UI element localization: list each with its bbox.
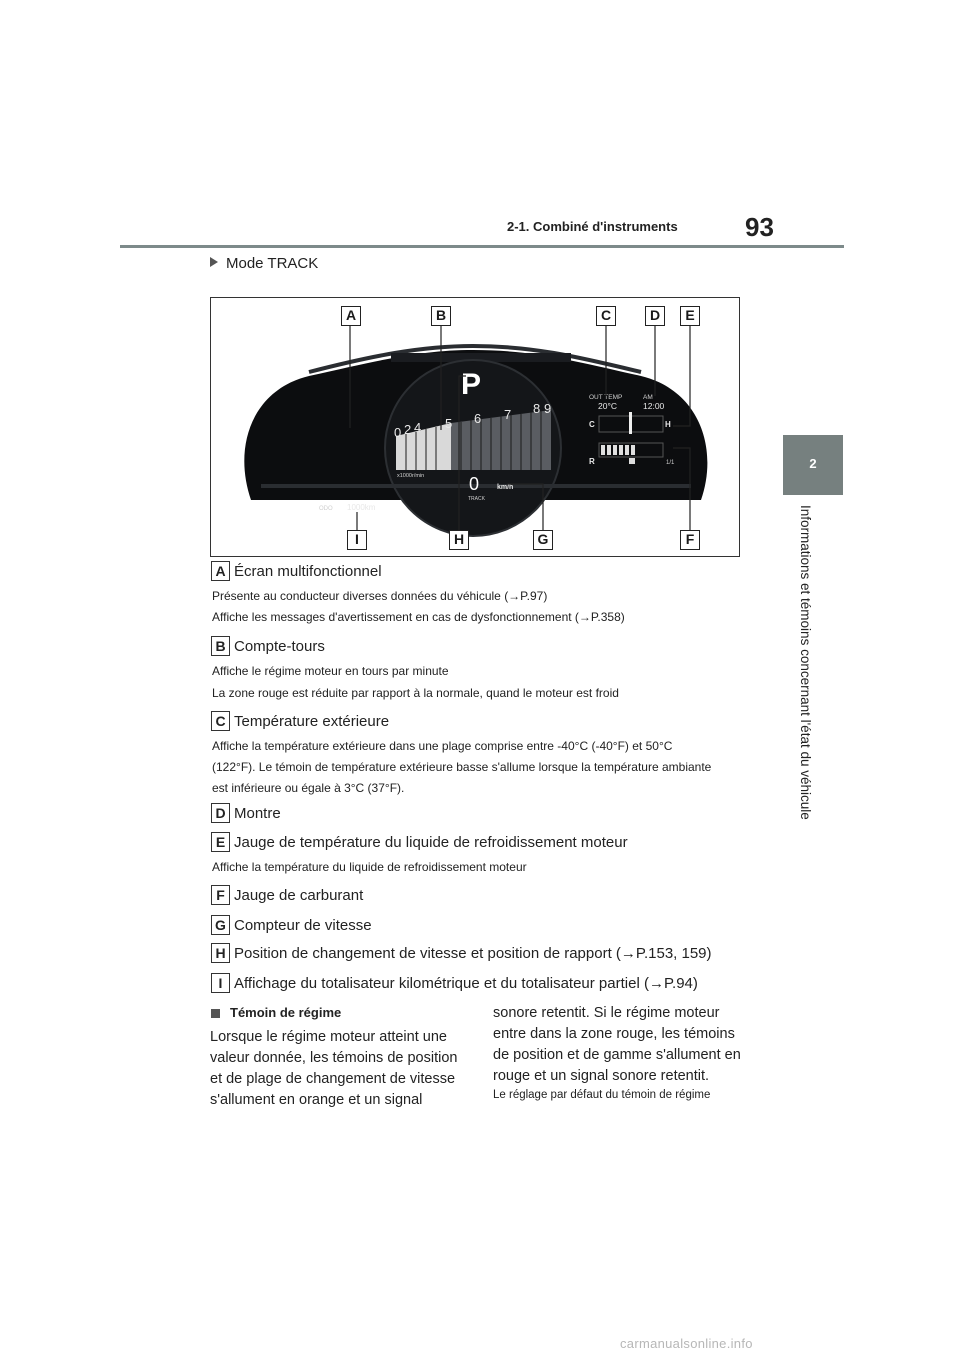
item-b-desc-1: Affiche le régime moteur en tours par minute <box>212 664 449 678</box>
left-line-3: et de plage de changement de vitesse <box>210 1071 456 1087</box>
right-line-4: rouge et un signal sonore retentit. <box>493 1068 710 1084</box>
tach-num-7: 7 <box>504 407 512 422</box>
odo-label: ODO <box>319 506 333 512</box>
speed-value: 0 <box>469 474 480 494</box>
default-setting-note: Le réglage par défaut du témoin de régime <box>493 1089 711 1101</box>
item-c-desc-3: est inférieure ou égale à 3°C (37°F). <box>212 781 405 795</box>
rpm-indicator-heading: Témoin de régime <box>230 1005 342 1020</box>
tach-num-6: 6 <box>474 411 482 426</box>
item-d-badge: D <box>211 803 230 823</box>
callout-e: E <box>680 306 700 326</box>
callout-d: D <box>645 306 665 326</box>
callout-g: G <box>533 530 553 550</box>
item-i-title: Affichage du totalisateur kilométrique et du totalisateur partiel (→P.94) <box>234 975 698 992</box>
item-e-badge: E <box>211 832 230 852</box>
item-e-title: Jauge de température du liquide de refroidissement moteur <box>234 834 628 851</box>
out-temp-value: 20°C <box>598 401 617 411</box>
item-b-title: Compte-tours <box>234 638 325 655</box>
item-c-desc-2: (122°F). Le témoin de température extérieure basse s'allume lorsque la température ambiante <box>212 760 712 774</box>
callout-f: F <box>680 530 700 550</box>
left-line-1: Lorsque le régime moteur atteint une <box>210 1029 447 1045</box>
cluster-illustration <box>211 298 738 555</box>
item-h-badge: H <box>211 943 230 963</box>
callout-a: A <box>341 306 361 326</box>
watermark: carmanualsonline.info <box>620 1336 753 1351</box>
item-d-title: Montre <box>234 805 281 822</box>
tach-num-4: 4 <box>414 420 422 435</box>
mode-heading-text: Mode TRACK <box>226 255 319 272</box>
header-rule <box>120 245 844 248</box>
triangle-bullet-icon <box>210 257 218 267</box>
mode-label: TRACK <box>468 496 485 502</box>
item-h-title: Position de changement de vitesse et position de rapport (→P.153, 159) <box>234 945 712 962</box>
tach-num-8: 8 <box>533 401 541 416</box>
item-g-badge: G <box>211 915 230 935</box>
clock-time: 12:00 <box>643 401 665 411</box>
left-line-4: s'allument en orange et un signal <box>210 1092 423 1108</box>
item-f-title: Jauge de carburant <box>234 887 364 904</box>
callout-h: H <box>449 530 469 550</box>
item-a-title: Écran multifonctionnel <box>234 563 382 580</box>
mode-heading <box>210 255 318 272</box>
fuel-full-label: 1/1 <box>666 460 675 466</box>
chapter-title-vertical: Informations et témoins concernant l'état du véhicule <box>798 505 813 820</box>
odo-value: 1000km <box>347 503 376 512</box>
callout-i: I <box>347 530 367 550</box>
tach-num-2: 2 <box>404 422 412 437</box>
item-g-title: Compteur de vitesse <box>234 917 372 934</box>
out-temp-label: OUT TEMP <box>589 394 623 401</box>
square-bullet-icon <box>211 1009 220 1018</box>
tach-unit: x1000r/min <box>397 473 425 479</box>
fuel-low-label: R <box>589 457 595 466</box>
section-title: 2-1. Combiné d'instruments <box>507 219 678 234</box>
right-line-3: de position et de gamme s'allument en <box>493 1047 741 1063</box>
left-column-text <box>210 1027 470 1111</box>
item-b-desc-2: La zone rouge est réduite par rapport à la normale, quand le moteur est froid <box>212 686 619 700</box>
right-line-1: sonore retentit. Si le régime moteur <box>493 1005 720 1021</box>
temp-high-label: H <box>665 420 671 429</box>
item-a-desc-2: Affiche les messages d'avertissement en cas de dysfonctionnement (→P.358) <box>212 610 625 624</box>
speed-unit: km/h <box>497 484 514 491</box>
item-f-badge: F <box>211 885 230 905</box>
left-line-2: valeur donnée, les témoins de position <box>210 1050 458 1066</box>
item-i-badge: I <box>211 973 230 993</box>
item-a-badge: A <box>211 561 230 581</box>
callout-c: C <box>596 306 616 326</box>
item-c-title: Température extérieure <box>234 713 390 730</box>
page-number: 93 <box>745 212 774 242</box>
callout-b: B <box>431 306 451 326</box>
item-b-badge: B <box>211 636 230 656</box>
item-a-desc-1: Présente au conducteur diverses données du véhicule (→P.97) <box>212 589 548 603</box>
tach-num-9: 9 <box>544 401 552 416</box>
fuel-pump-icon <box>629 458 635 464</box>
item-c-desc-1: Affiche la température extérieure dans une plage comprise entre -40°C (-40°F) et 50°C <box>212 739 673 753</box>
chapter-number: 2 <box>809 456 817 471</box>
temp-low-label: C <box>589 420 595 429</box>
coolant-gauge-needle <box>629 412 632 434</box>
item-e-desc-1: Affiche la température du liquide de refroidissement moteur <box>212 860 527 874</box>
clock-ampm: AM <box>643 394 653 401</box>
instrument-cluster-figure <box>210 297 740 557</box>
right-line-2: entre dans la zone rouge, les témoins <box>493 1026 735 1042</box>
tach-num-0: 0 <box>394 425 402 440</box>
tach-num-5: 5 <box>445 416 453 431</box>
item-c-badge: C <box>211 711 230 731</box>
right-column-text <box>493 1003 753 1087</box>
gear-indicator: P <box>461 368 482 401</box>
